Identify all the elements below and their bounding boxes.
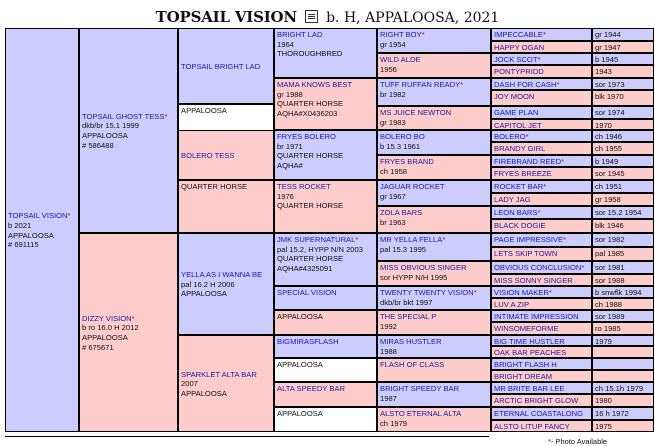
horse-info-line: sor 1988 <box>595 276 625 285</box>
pedigree-cell-sparklet-alta-bar <box>178 335 274 432</box>
horse-info-line: sor 1982 <box>595 235 625 244</box>
horse-name-link[interactable]: ALSTO ETERNAL ALTA <box>380 409 462 418</box>
pedigree-info-cell <box>592 142 654 155</box>
horse-info-line: br 1963 <box>380 217 406 227</box>
horse-name-link[interactable]: WILD ALDE <box>380 55 421 64</box>
pedigree-cell-special-vision <box>274 286 377 310</box>
pedigree-cell-yella-as-i-wanna-be <box>178 233 274 335</box>
horse-info-line: sor 1989 <box>595 312 625 321</box>
horse-info-line: gr 1944 <box>595 30 621 39</box>
horse-name-link[interactable]: FRYES BOLERO <box>277 132 336 141</box>
horse-info-line: 1987 <box>380 393 397 403</box>
horse-info-line: AQHA# <box>277 160 303 170</box>
horse-name-link[interactable]: MR YELLA FELLA <box>380 235 443 244</box>
horse-name-link[interactable]: MAMA KNOWS BEST <box>277 80 353 89</box>
horse-info-line: gr 1954 <box>380 39 406 49</box>
pedigree-info-cell <box>592 193 654 206</box>
photo-available-star: * <box>355 235 359 244</box>
horse-info-line: sor HYPP N/H 1995 <box>380 272 448 282</box>
pedigree-info-cell <box>592 119 654 130</box>
horse-info-line: ch 1955 <box>595 144 623 153</box>
photo-available-star: * <box>537 55 541 64</box>
photo-available-star: * <box>473 288 477 297</box>
horse-info-line: QUARTER HORSE <box>277 99 344 109</box>
horse-info-line: b 15.3 1961 <box>380 141 421 151</box>
horse-info-line: ch 1951 <box>595 182 623 191</box>
pedigree-cell-alsto-litup-fancy <box>491 420 592 432</box>
horse-info-line: QUARTER HORSE <box>277 201 344 211</box>
footer <box>0 432 655 444</box>
pedigree-cell-alta-speedy-bar <box>274 382 377 407</box>
horse-info-line: sor 1974 <box>595 108 625 117</box>
pedigree-info-cell <box>274 310 377 335</box>
pedigree-cell-fryes-bolero <box>274 130 377 180</box>
photo-available-star: * <box>543 182 547 191</box>
horse-description: b. H, APPALOOSA, 2021 <box>326 10 500 26</box>
horse-info-line: APPALOOSA <box>8 230 54 240</box>
horse-info-line: QUARTER HORSE <box>277 151 344 161</box>
horse-info-line: 1976 <box>277 191 294 201</box>
horse-name-link[interactable]: MISS OBVIOUS SINGER <box>380 263 467 272</box>
horse-info-line: AQHA#4325091 <box>277 263 333 273</box>
pedigree-cell-mr-yella-fella <box>377 233 491 261</box>
photo-available-star: * <box>542 30 546 39</box>
horse-name-link[interactable]: THE SPECIAL P <box>380 312 437 321</box>
horse-info-line: AQHA#X0436203 <box>277 108 338 118</box>
pedigree-cell-lets-skip-town <box>491 247 592 261</box>
horse-name-link[interactable]: INTIMATE IMPRESSION <box>494 312 579 321</box>
pedigree-cell-jmk-supernatural <box>274 233 377 286</box>
horse-info-line: APPALOOSA <box>181 388 227 398</box>
pedigree-cell-vision-maker <box>491 286 592 298</box>
photo-available-star: * <box>537 208 541 217</box>
photo-note: - Photo Available <box>550 437 608 446</box>
pedigree-cell-arctic-bright-glow <box>491 394 592 407</box>
pedigree-info-cell <box>592 247 654 261</box>
pedigree-cell-black-dogie <box>491 219 592 233</box>
pedigree-cell-miras-hustler <box>377 335 491 358</box>
horse-name-link[interactable]: BIG TIME HUSTLER <box>494 337 565 346</box>
horse-info-line: pal 15.3 1995 <box>380 244 427 254</box>
horse-name-link[interactable]: BIGMIRASFLASH <box>277 337 339 346</box>
pedigree-info-cell <box>592 407 654 420</box>
pedigree-cell-big-time-hustler <box>491 335 592 346</box>
pedigree-info-cell <box>592 180 654 193</box>
horse-info-line: sor 1973 <box>595 80 625 89</box>
horse-info-line: APPALOOSA <box>277 360 323 369</box>
pedigree-info-cell <box>592 261 654 274</box>
horse-info-line: sor 1981 <box>595 263 625 272</box>
photo-available-star: * <box>561 157 565 166</box>
photo-available-star: * <box>131 313 135 323</box>
pedigree-cell-tess-rocket <box>274 180 377 233</box>
horse-name-link[interactable]: BRIGHT SPEEDY BAR <box>380 384 460 393</box>
horse-name-link[interactable]: MIRAS HUSTLER <box>380 337 442 346</box>
horse-info-line: # 675671 <box>82 342 114 352</box>
horse-name-link[interactable]: ZOLA BARS <box>380 208 423 217</box>
horse-info-line: # 691115 <box>8 240 39 250</box>
pedigree-info-cell <box>178 180 274 233</box>
pedigree-info-cell <box>592 382 654 394</box>
horse-info-line: dkb/br 15.1 1999 <box>82 121 139 131</box>
photo-available-star: * <box>563 235 567 244</box>
photo-available-star: * <box>581 263 585 272</box>
horse-name-link[interactable]: BLACK DOGIE <box>494 221 546 230</box>
horse-name-link[interactable]: DIZZY VISION <box>82 313 132 323</box>
pedigree-cell-lady-jag <box>491 193 592 206</box>
horse-info-line: 1980 <box>595 396 612 405</box>
horse-name-link[interactable]: MISS SONNY SINGER <box>494 276 573 285</box>
horse-name-link[interactable]: TOPSAIL GHOST TESS <box>82 111 165 121</box>
horse-info-line: 1992 <box>380 321 397 331</box>
pedigree-cell-luv-a-zip <box>491 298 592 310</box>
pedigree-cell-game-plan <box>491 106 592 119</box>
pedigree-cell-zola-bars <box>377 206 491 233</box>
horse-name-link[interactable]: FLASH OF CLASS <box>380 360 445 369</box>
pedigree-info-cell <box>592 394 654 407</box>
photo-available-star: * <box>421 30 425 39</box>
horse-info-line: 2007 <box>181 379 198 389</box>
pedigree-info-cell <box>592 370 654 382</box>
horse-name-link[interactable]: HAPPY OGAN <box>494 43 545 52</box>
pedigree-cell-capitol-jet <box>491 119 592 130</box>
horse-info-line: 1964 <box>277 39 294 49</box>
horse-name-link[interactable]: LEON BARS <box>494 208 538 217</box>
pedigree-cell-intimate-impression <box>491 310 592 322</box>
horse-info-line: pal 15.2, HYPP N/N 2003 <box>277 244 363 254</box>
horse-info-line: b 2021 <box>8 220 32 230</box>
pedigree-cell-topsail-bright-lad <box>178 28 274 104</box>
pedigree-cell-happy-ogan <box>491 41 592 53</box>
pedigree-info-cell <box>592 130 654 142</box>
photo-legend <box>548 437 607 446</box>
photo-available-star: * <box>460 80 464 89</box>
horse-name-link[interactable]: JAGUAR ROCKET <box>380 182 445 191</box>
horse-name-link[interactable]: LETS SKIP TOWN <box>494 249 558 258</box>
horse-info-line: pal 16.2 H 2006 <box>181 279 235 289</box>
horse-name-link[interactable]: WINSOMEFORME <box>494 324 559 333</box>
photo-star: * <box>548 437 551 446</box>
pedigree-cell-topsail-vision <box>5 28 79 432</box>
horse-name-link[interactable]: CAPITOL JET <box>494 121 542 130</box>
pedigree-info-cell <box>274 407 377 432</box>
pedigree-cell-bright-lad <box>274 28 377 78</box>
pedigree-cell-wild-alde <box>377 53 491 78</box>
pedigree-cell-pontypridd <box>491 65 592 78</box>
horse-name-link[interactable]: TOPSAIL BRIGHT LAD <box>181 61 261 71</box>
pedigree-cell-rocket-bar <box>491 180 592 193</box>
horse-info-line: APPALOOSA <box>277 409 323 418</box>
pedigree-cell-miss-sonny-singer <box>491 274 592 286</box>
horse-name-link[interactable]: ALTA SPEEDY BAR <box>277 384 345 393</box>
horse-name-link[interactable]: BRIGHT FLASH H <box>494 360 557 369</box>
pedigree-cell-joy-moon <box>491 90 592 106</box>
horse-info-line: dkb/br bkt 1997 <box>380 297 433 307</box>
horse-info-line: 1943 <box>595 67 612 76</box>
pedigree-cell-oak-bar-peaches <box>491 346 592 358</box>
horse-name-link[interactable]: VISION MAKER <box>494 288 549 297</box>
horse-info-line: blk 1970 <box>595 92 624 101</box>
horse-name-link[interactable]: GAME PLAN <box>494 108 539 117</box>
horse-info-line: gr 1988 <box>277 89 303 99</box>
horse-info-line: ch 1946 <box>595 132 623 141</box>
horse-info-line: APPALOOSA <box>82 131 128 140</box>
horse-info-line: blk 1946 <box>595 221 624 230</box>
horse-info-line: APPALOOSA <box>82 333 128 342</box>
pedigree-cell-miss-obvious-singer <box>377 261 491 286</box>
horse-name-link[interactable]: BOLERO BO <box>380 132 425 141</box>
horse-name-link[interactable]: ALSTO LITUP FANCY <box>494 422 570 431</box>
horse-name-link[interactable]: BOLERO TESS <box>181 150 235 160</box>
pedigree-cell-bolero-bo <box>377 130 491 155</box>
horse-name-link[interactable]: BOLERO <box>494 132 526 141</box>
pedigree-info-cell <box>592 65 654 78</box>
horse-info-line: pal 1985 <box>595 249 625 258</box>
pedigree-info-cell <box>592 106 654 119</box>
horse-name-link[interactable]: LUV A ZIP <box>494 300 530 309</box>
pedigree-cell-tuff-ruffan-ready <box>377 78 491 106</box>
pedigree-cell-the-special-p <box>377 310 491 335</box>
horse-info-line: sor 1945 <box>595 169 625 178</box>
horse-name-link[interactable]: JMK SUPERNATURAL <box>277 235 356 244</box>
pedigree-info-cell <box>592 219 654 233</box>
horse-name-link[interactable]: FRYES BREEZE <box>494 169 552 178</box>
pedigree-cell-jock-scot <box>491 53 592 65</box>
horse-info-line: APPALOOSA <box>181 289 227 299</box>
pedigree-cell-impeccable <box>491 28 592 41</box>
pedigree-info-cell <box>592 420 654 432</box>
horse-name-link[interactable]: ETERNAL COASTALONG <box>494 409 584 418</box>
pedigree-cell-bolero-tess <box>178 130 274 180</box>
horse-info-line: APPALOOSA <box>277 312 323 321</box>
pedigree-info-cell <box>592 155 654 167</box>
horse-info-line: b 1945 <box>595 55 619 64</box>
horse-info-line: ch 1958 <box>380 166 408 176</box>
pedigree-info-cell <box>592 206 654 219</box>
pedigree-cell-jaguar-rocket <box>377 180 491 206</box>
pedigree-cell-bigmirasflash <box>274 335 377 358</box>
horse-name-link[interactable]: PONTYPRIDD <box>494 67 544 76</box>
pedigree-cell-eternal-coastalong <box>491 407 592 420</box>
pedigree-info-cell <box>592 274 654 286</box>
pedigree-cell-fryes-breeze <box>491 167 592 180</box>
horse-name-link[interactable]: DASH FOR CASH <box>494 80 557 89</box>
horse-info-line: QUARTER HORSE <box>181 182 248 191</box>
pedigree-cell-dash-for-cash <box>491 78 592 90</box>
pedigree-info-cell <box>592 233 654 247</box>
pedigree-info-cell <box>274 358 377 382</box>
horse-name-link[interactable]: TUFF RUFFAN READY <box>380 80 461 89</box>
horse-info-line: 1975 <box>595 422 612 431</box>
photo-available-star: * <box>548 288 552 297</box>
horse-info-line: 16 h 1972 <box>595 409 629 418</box>
horse-info-line: gr 1967 <box>380 191 406 201</box>
horse-name-link[interactable]: IMPECCABLE <box>494 30 543 39</box>
pedigree-cell-bolero <box>491 130 592 142</box>
horse-name-link[interactable]: JOCK SCOT <box>494 55 538 64</box>
horse-info-line: b ro 16.0 H 2012 <box>82 323 139 333</box>
pedigree-info-cell <box>592 286 654 298</box>
pedigree-cell-brandy-girl <box>491 142 592 155</box>
horse-name-link[interactable]: ROCKET BAR <box>494 182 544 191</box>
horse-info-line: QUARTER HORSE <box>277 254 344 264</box>
horse-info-line: # 586488 <box>82 140 114 150</box>
horse-info-line: APPALOOSA <box>181 106 227 115</box>
horse-info-line: 1970 <box>595 121 612 130</box>
pedigree-info-cell <box>592 298 654 310</box>
horse-name-link[interactable]: FRYES BRAND <box>380 157 434 166</box>
horse-name-link[interactable]: OBVIOUS CONCLUSION <box>494 263 582 272</box>
horse-name-link[interactable]: YELLA AS I WANNA BE <box>181 270 263 280</box>
pedigree-cell-leon-bars <box>491 206 592 219</box>
horse-info-line: gr 1983 <box>380 117 406 127</box>
horse-info-line: gr 1958 <box>595 195 621 204</box>
horse-name-link[interactable]: OAK BAR PEACHES <box>494 348 567 357</box>
horse-name-link[interactable]: RIGHT BOY <box>380 30 422 39</box>
pedigree-cell-page-impressive <box>491 233 592 247</box>
horse-name: TOPSAIL VISION <box>155 8 297 26</box>
pedigree-info-cell <box>592 41 654 53</box>
horse-info-line: 1988 <box>380 346 397 356</box>
horse-name-link[interactable]: JOY MOON <box>494 92 535 101</box>
photo-available-star: * <box>442 235 446 244</box>
photo-available-star: * <box>67 211 71 221</box>
pedigree-info-cell <box>592 346 654 358</box>
pedigree-info-cell <box>592 53 654 65</box>
pedigree-info-cell <box>592 310 654 322</box>
horse-info-line: br 1971 <box>277 141 303 151</box>
horse-info-line: b 1949 <box>595 157 619 166</box>
pedigree-info-cell <box>592 78 654 90</box>
horse-name-link[interactable]: BRANDY GIRL <box>494 144 546 153</box>
horse-name-link[interactable]: ARCTIC BRIGHT GLOW <box>494 396 579 405</box>
horse-info-line: ro 1985 <box>595 324 621 333</box>
horse-name-link[interactable]: FIREBRAND REED <box>494 157 562 166</box>
pedigree-cell-alsto-eternal-alta <box>377 407 491 432</box>
pedigree-info-cell <box>592 335 654 346</box>
horse-info-line: 1979 <box>595 337 612 346</box>
horse-info-line: THOROUGHBRED <box>277 49 343 59</box>
pedigree-cell-topsail-ghost-tess <box>79 28 178 233</box>
photo-available-star: * <box>164 111 168 121</box>
pedigree-cell-right-boy <box>377 28 491 53</box>
pedigree-info-cell <box>592 322 654 335</box>
pedigree-info-cell <box>592 28 654 41</box>
horse-name-link[interactable]: TESS ROCKET <box>277 182 331 191</box>
pedigree-cell-mr-brite-bar-lee <box>491 382 592 394</box>
horse-info-line: gr 1947 <box>595 43 621 52</box>
photo-available-star: * <box>556 80 560 89</box>
pedigree-cell-fryes-brand <box>377 155 491 180</box>
horse-info-line: b snwflk 1994 <box>595 288 642 297</box>
horse-name-link[interactable]: TWENTY TWENTY VISION <box>380 288 474 297</box>
pedigree-cell-bright-flash-h <box>491 358 592 370</box>
horse-info-line: ch 15.1h 1979 <box>595 384 644 393</box>
horse-name-link[interactable]: LADY JAG <box>494 195 531 204</box>
horse-name-link[interactable]: MR BRITE BAR LEE <box>494 384 565 393</box>
pedigree-cell-dizzy-vision <box>79 233 178 432</box>
horse-info-line: ch 1988 <box>595 300 623 309</box>
pedigree-cell-twenty-twenty-vision <box>377 286 491 310</box>
pedigree-info-cell <box>592 358 654 370</box>
pedigree-cell-obvious-conclusion <box>491 261 592 274</box>
horse-name-link[interactable]: MS JUICE NEWTON <box>380 108 452 117</box>
pedigree-info-cell <box>592 90 654 106</box>
footer-divider <box>5 436 489 437</box>
photo-available-star: * <box>525 132 529 141</box>
pedigree-cell-mama-knows-best <box>274 78 377 130</box>
horse-info-line: br 1982 <box>380 89 406 99</box>
horse-info-line: sor 15.2 1954 <box>595 208 642 217</box>
horse-info-line: ch 1979 <box>380 418 408 428</box>
horse-name-link[interactable]: TOPSAIL VISION <box>8 211 68 221</box>
horse-info-line: 1956 <box>380 64 397 74</box>
horse-name-link[interactable]: SPECIAL VISION <box>277 288 337 297</box>
pedigree-cell-bright-speedy-bar <box>377 382 491 407</box>
pedigree-cell-bright-dream <box>491 370 592 382</box>
horse-name-link[interactable]: BRIGHT LAD <box>277 30 323 39</box>
pedigree-cell-flash-of-class <box>377 358 491 382</box>
horse-name-link[interactable]: SPARKLET ALTA BAR <box>181 369 257 379</box>
pedigree-info-cell <box>592 167 654 180</box>
horse-name-link[interactable]: PAGE IMPRESSIVE <box>494 235 564 244</box>
pedigree-cell-ms-juice-newton <box>377 106 491 130</box>
pedigree-cell-firebrand-reed <box>491 155 592 167</box>
horse-name-link[interactable]: BRIGHT DREAM <box>494 372 553 381</box>
pedigree-cell-winsomeforme <box>491 322 592 335</box>
